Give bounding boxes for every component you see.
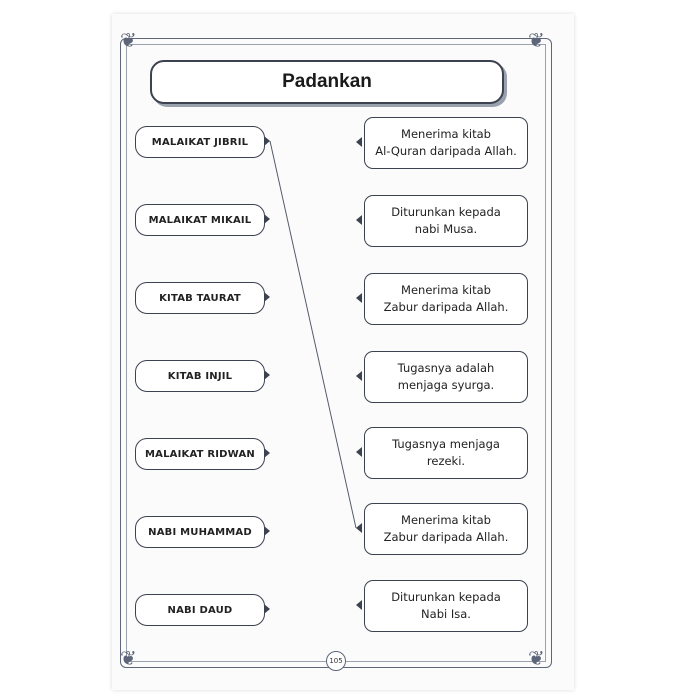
match-line <box>270 141 356 528</box>
ornament-top-right-icon: ❦ <box>528 28 545 52</box>
right-item-line: Zabur daripada Allah. <box>383 300 509 314</box>
left-item-label: MALAIKAT JIBRIL <box>151 136 249 148</box>
right-item-line: Zabur daripada Allah. <box>383 530 509 544</box>
right-item-line: Diturunkan kepada <box>391 590 501 604</box>
ornament-bottom-right-icon: ❦ <box>528 646 545 670</box>
page-number: 105 <box>326 651 346 671</box>
right-item-line: Nabi Isa. <box>421 607 471 621</box>
right-item-line: Menerima kitab <box>401 513 491 527</box>
left-item-label: NABI MUHAMMAD <box>148 526 252 538</box>
right-item-line: nabi Musa. <box>414 222 478 236</box>
left-item-label: KITAB INJIL <box>167 370 233 382</box>
left-item-label: NABI DAUD <box>167 604 233 616</box>
right-item-line: rezeki. <box>426 454 466 468</box>
left-item-label: KITAB TAURAT <box>159 292 241 304</box>
right-item-line: Tugasnya menjaga <box>392 437 500 451</box>
right-item-line: menjaga syurga. <box>397 378 495 392</box>
right-item-line: Menerima kitab <box>401 283 491 297</box>
ornament-bottom-left-icon: ❦ <box>120 646 137 670</box>
right-item-line: Tugasnya adalah <box>397 361 495 375</box>
page-title: Padankan <box>282 71 372 92</box>
right-item-line: Al-Quran daripada Allah. <box>375 144 517 158</box>
ornament-top-left-icon: ❦ <box>120 28 137 52</box>
right-item-line: Menerima kitab <box>401 127 491 141</box>
right-item-line: Diturunkan kepada <box>391 205 501 219</box>
left-item-label: MALAIKAT RIDWAN <box>145 448 255 460</box>
left-item-label: MALAIKAT MIKAIL <box>148 214 252 226</box>
